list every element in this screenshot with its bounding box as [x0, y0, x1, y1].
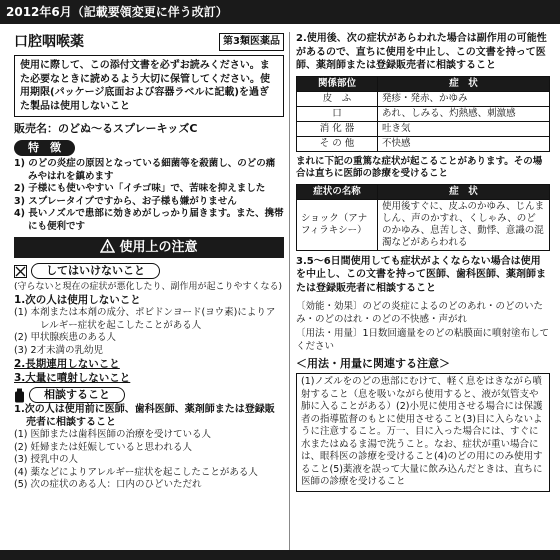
feature-item: 3) スプレータイプですから、お子様も嫌がりません: [14, 195, 237, 207]
efficacy: 〔効能・効果〕のどの炎症によるのどのあれ・のどのいたみ・のどのはれ・のどの不快感・声がれ: [296, 301, 544, 325]
warning-icon: [100, 239, 115, 253]
rare-note: まれに下記の重篤な症状が起こることがあります。その場合は直ちに医師の診療を受けること: [296, 155, 543, 179]
dont-subitem: (3) 2才未満の乳幼児: [14, 344, 104, 356]
features-label: 特 徴: [14, 140, 75, 156]
table-cell: 吐き気: [378, 121, 550, 136]
usage-notes: (1)ノズルをのどの患部にむけて、軽く息をはきながら噴射すること（息を吸いながら使用すると、液が気管支や肺に入ることがある）(2)小児に使用させる場合には保護者の指導監督のもとに使用させること(3)目に入らないように注意すること。万一、目に入った場合には、すぐに水またはぬるま湯で洗うこと。なお、症状が重い場合には、眼科医の診療を受けること(4)のどの用にのみ使用すること(5)薬液を誤って大量に飲み込んだときは、直ちに医師の診療を受けること: [296, 373, 550, 492]
feature-item: 2) 子様にも使いやすい「イチゴ味」で、苦味を抑えました: [14, 183, 266, 194]
consult-subitem: (1) 医師または歯科医師の治療を受けている人: [14, 429, 211, 440]
table-cell: 使用後すぐに、皮ふのかゆみ、じんましん、声のかすれ、くしゃみ、のどのかゆみ、息苦しさ、動悸、意識の混濁などがあらわれる: [378, 199, 550, 250]
table-cell: 口: [297, 106, 378, 121]
consult-label: 相談すること: [29, 387, 125, 403]
caution-label: 使用上の注意: [119, 240, 198, 255]
stop-use-item: 3.5～6日間使用しても症状がよくならない場合は使用を中止し、この文書を持って医師、歯科医師、薬剤師または登録販売者に相談すること: [296, 255, 546, 294]
side-effects-table: [296, 76, 550, 152]
features-list: [14, 158, 284, 233]
table-cell: 消 化 器: [297, 121, 378, 136]
consult-subitem: (4) 薬などによりアレルギー症状を起こしたことがある人: [14, 466, 258, 478]
consult-item: 1.次の人は使用前に医師、歯科医師、薬剤師または登録販売者に相談すること: [14, 404, 275, 428]
title-row: [14, 32, 284, 52]
table-cell: 皮 ふ: [297, 91, 378, 106]
table-cell: 発疹・発赤、かゆみ: [378, 91, 550, 106]
feature-item: 4) 長いノズルで患部に効きめがしっかり届きます。また、携帯にも便利です: [14, 208, 284, 232]
usage-notes-title: ＜用法・用量に関連する注意＞: [296, 357, 450, 370]
column-divider: [289, 32, 290, 550]
sales-name: 販売名：のどぬ～るスプレーキッズC: [14, 122, 198, 135]
table-cell: ショック（アナフィラキシー）: [297, 199, 378, 250]
right-column: [296, 32, 550, 550]
table-cell: あれ、しみる、灼熱感、刺激感: [378, 106, 550, 121]
table-header: 症状の名称: [297, 184, 378, 199]
table-cell: 不快感: [378, 136, 550, 151]
consult-heading: [14, 387, 284, 403]
dont-item: 2.長期連用しないこと: [14, 358, 120, 370]
feature-item: 1) のどの炎症の原因となっている細菌等を殺菌し、のどの痛みやはれを鎮めます: [14, 158, 276, 182]
dont-label: してはいけないこと: [31, 263, 160, 279]
bottle-icon: [14, 388, 25, 403]
usage: 〔用法・用量〕1日数回適量をのどの粘膜面に噴射塗布してください: [296, 328, 550, 352]
table-cell: そ の 他: [297, 136, 378, 151]
footer-bar: [0, 550, 560, 560]
dont-subitem: (1) 本剤または本剤の成分、ポビドンヨード(ヨウ素)によりアレルギー症状を起こしたことがある人: [14, 307, 276, 331]
table-header: 症 状: [378, 76, 550, 91]
serious-effects-table: [296, 184, 550, 251]
dont-subitem: (2) 甲状腺疾患のある人: [14, 332, 116, 343]
prohibited-icon: [14, 265, 27, 278]
dont-item: 1.次の人は使用しないこと: [14, 294, 141, 306]
consult-subitem: (2) 妊婦または妊娠していると思われる人: [14, 441, 192, 453]
consult-subitem: (5) 次の症状のある人：口内のひどいただれ: [14, 479, 202, 490]
dont-heading: [14, 263, 284, 279]
left-column: [14, 32, 284, 550]
dont-note: (守らないと現在の症状が悪化したり、副作用が起こりやすくなる): [14, 282, 283, 292]
dont-item: 3.大量に噴射しないこと: [14, 372, 131, 384]
product-title: 口腔咽喉薬: [14, 34, 84, 50]
category-badge: 第3類医薬品: [219, 33, 284, 51]
caution-header: [14, 237, 284, 258]
consult-subitem: (3) 授乳中の人: [14, 454, 78, 465]
read-notice: 使用に際して、この添付文書を必ずお読みください。また必要なときに読めるよう大切に保管してください。使用期限(パッケージ底面および容器ラベルに記載)を過ぎた製品は使用しないこと: [14, 55, 284, 117]
side-effects-item: 2.使用後、次の症状があらわれた場合は副作用の可能性があるので、直ちに使用を中止し、この文書を持って医師、薬剤師または登録販売者に相談すること: [296, 33, 547, 71]
revision-header: 2012年6月（記載要領変更に伴う改訂）: [0, 0, 560, 24]
table-header: 関係部位: [297, 76, 378, 91]
table-header: 症 状: [378, 184, 550, 199]
